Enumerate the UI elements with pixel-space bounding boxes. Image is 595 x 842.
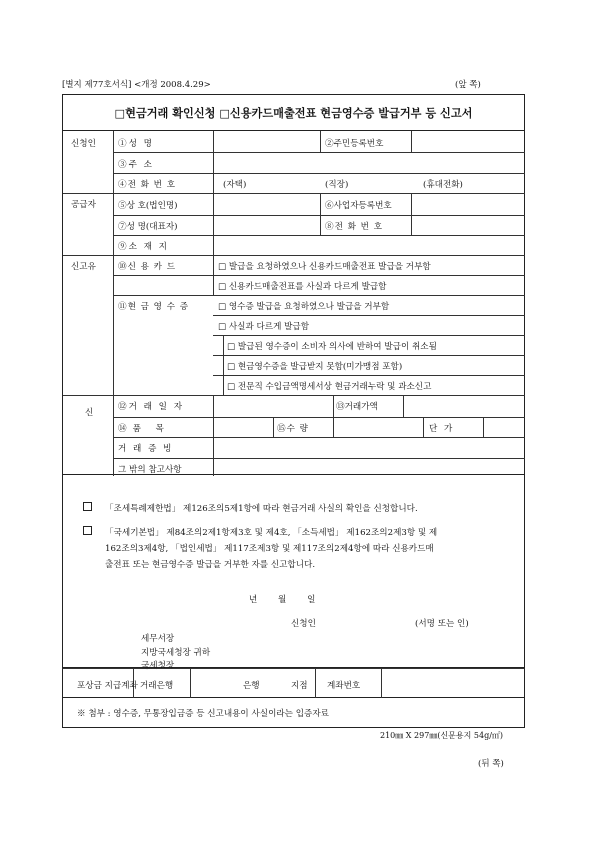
receipt-opt-1[interactable]: □ 영수증 발급을 요청하였으나 발급을 거부함 (218, 302, 390, 312)
signer-label: 신청인 (291, 619, 316, 629)
section-reason: 신고유 (71, 262, 96, 272)
supplier-phone-label: ⑧전 화 번 호 (325, 222, 383, 232)
reward-label: 포상금 지급계좌 (77, 681, 138, 691)
recipient-nts: 국세청장 (141, 661, 175, 671)
declaration-section (62, 475, 525, 671)
decl-paragraph-2-line-3: 출전표 또는 현금영수증 발급을 거부한 자를 신고합니다. (105, 560, 316, 570)
unit-price-label: 단 가 (429, 424, 455, 434)
page-side: (앞 쪽) (455, 80, 481, 90)
phone-work: (직장) (325, 180, 349, 190)
location-label: ⑨소 재 지 (118, 242, 169, 252)
phone-home: (자택) (223, 180, 247, 190)
receipt-opt-3[interactable]: □ 발급된 영수증이 소비자 의사에 반하여 발급이 취소됨 (227, 342, 437, 352)
amount-label: ⑬거래가액 (336, 402, 378, 412)
receipt-opt-4[interactable]: □ 현금영수증을 발급받지 못함(미가맹점 포함) (227, 362, 403, 372)
form-title: □현금거래 확인신청 □신용카드매출전표 현금영수증 발급거부 등 신고서 (62, 94, 525, 130)
bank-unit: 은행 (243, 681, 260, 691)
check-confirm-box[interactable] (83, 502, 96, 513)
business-name-label: ⑤상 호(법인명) (118, 201, 178, 211)
reward-account-row (62, 668, 525, 698)
decl-paragraph-1: 「조세특례제한법」 제126조의5제1항에 따라 현금거래 사실의 확인을 신청합니다. (105, 504, 418, 514)
receipt-label: ⑪현 금 영 수 증 (118, 302, 190, 312)
proof-label: 거 래 증 빙 (118, 444, 174, 454)
date-line: 년 월 일 (249, 595, 316, 605)
signature-note: (서명 또는 인) (415, 619, 469, 629)
decl-paragraph-2-line-2: 162조의3제4항, 「법인세법」 제117조제3항 및 제117조의2제4항에 따라 신용카드매 (105, 544, 434, 554)
section-transaction: 신 (85, 408, 94, 418)
qty-label: ⑮수 량 (277, 424, 309, 434)
account-label: 계좌번호 (327, 681, 361, 691)
card-opt-1[interactable]: □ 발급을 요청하였으나 신용카드매출전표 발급을 거부함 (218, 262, 431, 272)
attachment-note: ※ 첨부 : 영수증, 무통장입금증 등 신고내용이 사실이라는 입증자료 (77, 709, 329, 719)
date-label: ⑫거 래 일 자 (118, 402, 184, 412)
name-label: ①성 명 (118, 139, 154, 149)
form-table (62, 130, 525, 475)
section-supplier: 공급자 (71, 200, 96, 210)
attachment-row (62, 698, 525, 728)
rep-label: ⑦성 명(대표자) (118, 222, 178, 232)
rrn-label: ②주민등록번호 (325, 139, 384, 149)
back-side: (뒤 쪽) (478, 759, 504, 769)
receipt-opt-2[interactable]: □ 사실과 다르게 발급함 (218, 322, 310, 332)
bizno-label: ⑥사업자등록번호 (325, 201, 392, 211)
check-report-box[interactable] (83, 526, 96, 537)
paper-spec: 210㎜ X 297㎜(신문용지 54g/㎡) (380, 731, 504, 740)
other-label: 그 밖의 참고사항 (118, 465, 182, 475)
card-label: ⑩신 용 카 드 (118, 262, 176, 272)
form-number: [별지 제77호서식] <개정 2008.4.29> (62, 80, 211, 90)
decl-paragraph-2-line-1: 「국세기본법」 제84조의2제1항제3호 및 제4호, 「소득세법」 제162조의2제3항 및 제 (105, 528, 438, 538)
branch-unit: 지점 (291, 681, 308, 691)
bank-label: 거래은행 (140, 681, 174, 691)
recipient-regional: 지방국세청장 귀하 (141, 648, 211, 658)
address-label: ③주 소 (118, 160, 154, 170)
phone-mobile: (휴대전화) (423, 180, 463, 190)
receipt-opt-5[interactable]: □ 전문직 수입금액명세서상 현금거래누락 및 과소신고 (227, 382, 432, 392)
section-applicant: 신청인 (71, 139, 96, 149)
item-label: ⑭품 목 (118, 424, 170, 434)
phone-label: ④전 화 번 호 (118, 180, 176, 190)
card-opt-2[interactable]: □ 신용카드매출전표를 사실과 다르게 발급함 (218, 282, 387, 292)
recipient-tax-office: 세무서장 (141, 634, 175, 644)
